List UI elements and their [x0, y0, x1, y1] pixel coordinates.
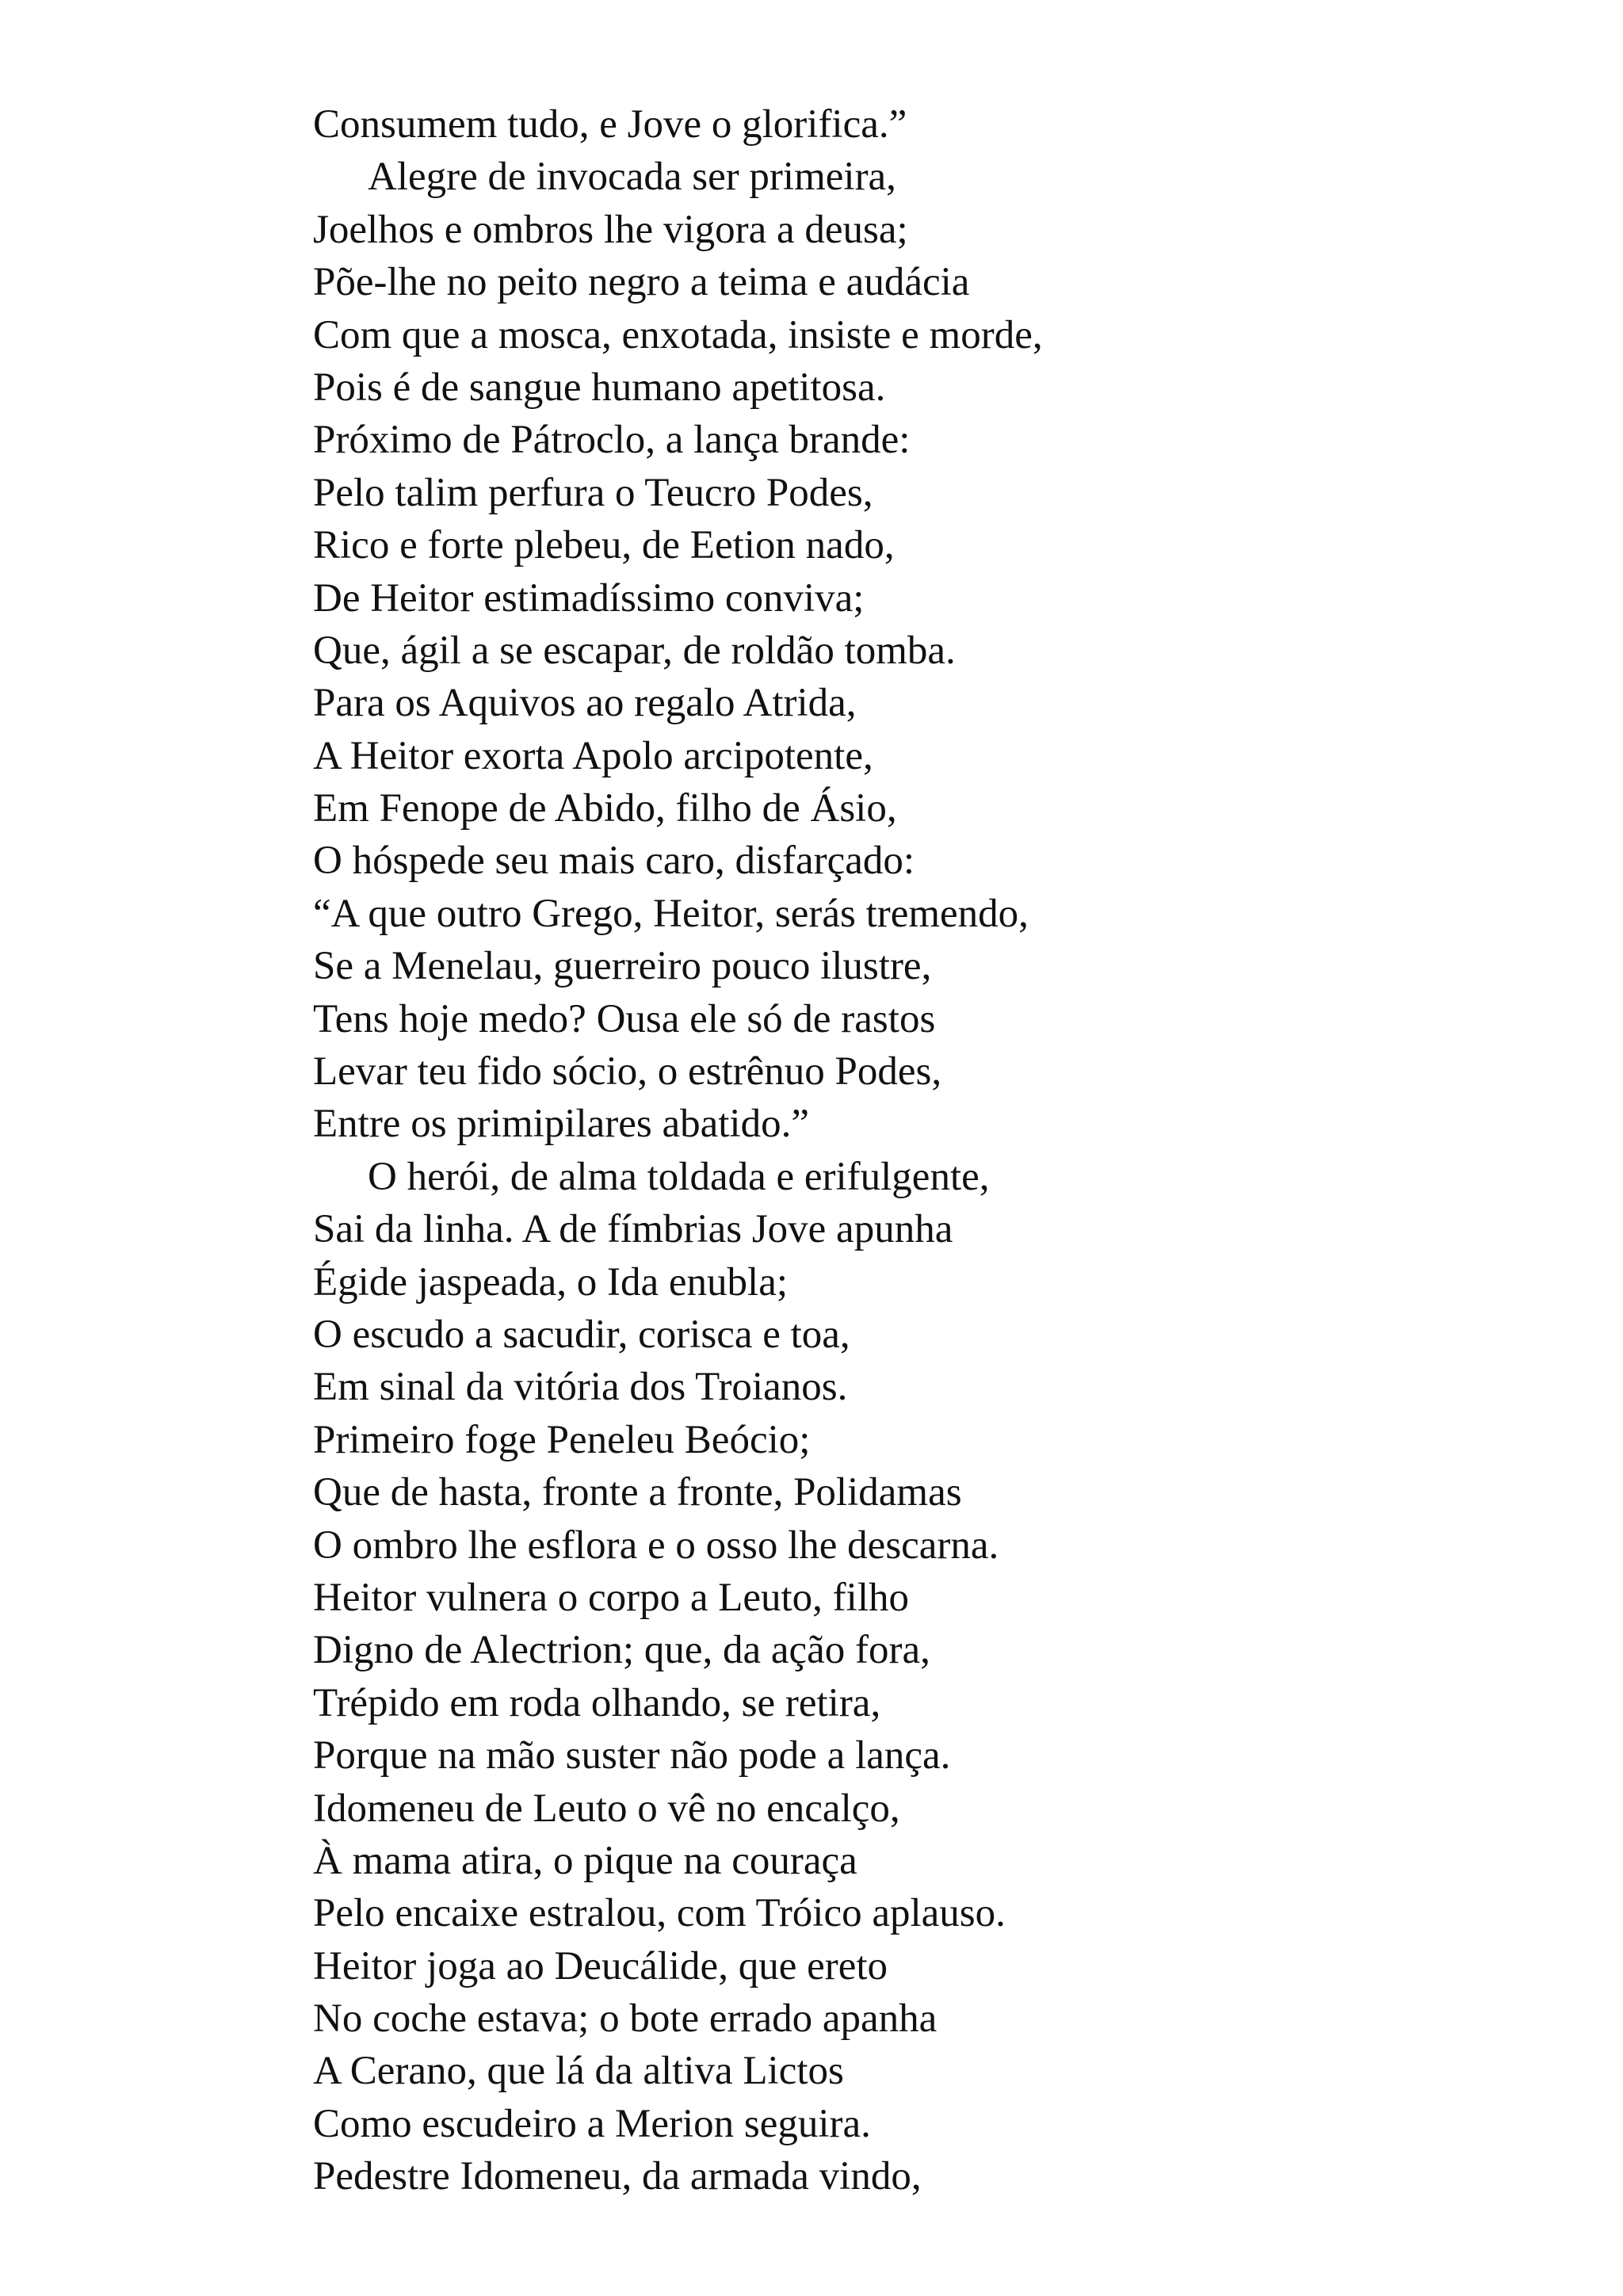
poem-line: Trépido em roda olhando, se retira, [313, 1680, 881, 1725]
poem-line: Pelo encaixe estralou, com Tróico aplauso. [313, 1891, 1006, 1936]
poem-line: O escudo a sacudir, corisca e toa, [313, 1312, 850, 1357]
poem-line: Entre os primipilares abatido.” [313, 1102, 809, 1147]
poem-line: “A que outro Grego, Heitor, serás tremendo, [313, 891, 1029, 936]
poem-text [313, 98, 1581, 2203]
poem-line: Heitor vulnera o corpo a Leuto, filho [313, 1575, 910, 1620]
poem-line: De Heitor estimadíssimo conviva; [313, 575, 865, 621]
poem-line: Que de hasta, fronte a fronte, Polidamas [313, 1470, 962, 1515]
poem-line: Como escudeiro a Merion seguira. [313, 2101, 871, 2146]
poem-line: Sai da linha. A de fímbrias Jove apunha [313, 1207, 953, 1252]
poem-line: Levar teu fido sócio, o estrênuo Podes, [313, 1049, 942, 1095]
poem-line: Põe-lhe no peito negro a teima e audácia [313, 260, 970, 305]
poem-line: A Cerano, que lá da altiva Lictos [313, 2049, 844, 2094]
poem-line: Pedestre Idomeneu, da armada vindo, [313, 2154, 922, 2199]
poem-line: Rico e forte plebeu, de Eetion nado, [313, 523, 895, 568]
poem-line: No coche estava; o bote errado apanha [313, 1996, 938, 2042]
poem-line: Pelo talim perfura o Teucro Podes, [313, 470, 873, 515]
poem-line: Pois é de sangue humano apetitosa. [313, 365, 886, 410]
poem-line: Heitor joga ao Deucálide, que ereto [313, 1943, 888, 1988]
poem-line: O herói, de alma toldada e erifulgente, [368, 1154, 990, 1199]
poem-line: Tens hoje medo? Ousa ele só de rastos [313, 996, 936, 1041]
poem-line: Para os Aquivos ao regalo Atrida, [313, 681, 857, 726]
poem-line: Alegre de invocada ser primeira, [368, 155, 896, 200]
poem-line: Primeiro foge Peneleu Beócio; [313, 1417, 811, 1462]
poem-line: A Heitor exorta Apolo arcipotente, [313, 733, 873, 778]
poem-line: Porque na mão suster não pode a lança. [313, 1733, 951, 1778]
poem-line: Em Fenope de Abido, filho de Ásio, [313, 786, 897, 831]
poem-line: O hóspede seu mais caro, disfarçado: [313, 839, 915, 884]
poem-line: Que, ágil a se escapar, de roldão tomba. [313, 628, 956, 673]
poem-line: Se a Menelau, guerreiro pouco ilustre, [313, 944, 932, 989]
poem-line: Próximo de Pátroclo, a lança brande: [313, 418, 911, 463]
poem-line: Idomeneu de Leuto o vê no encalço, [313, 1786, 900, 1831]
poem-line: Consumem tudo, e Jove o glorifica.” [313, 102, 907, 147]
poem-line: Digno de Alectrion; que, da ação fora, [313, 1628, 930, 1673]
poem-line: Com que a mosca, enxotada, insiste e morde, [313, 312, 1043, 357]
poem-line: Em sinal da vitória dos Troianos. [313, 1365, 848, 1410]
poem-line: O ombro lhe esflora e o osso lhe descarna. [313, 1522, 999, 1568]
poem-line: Égide jaspeada, o Ida enubla; [313, 1259, 789, 1305]
poem-line: À mama atira, o pique na couraça [313, 1838, 857, 1883]
poem-line: Joelhos e ombros lhe vigora a deusa; [313, 207, 908, 252]
